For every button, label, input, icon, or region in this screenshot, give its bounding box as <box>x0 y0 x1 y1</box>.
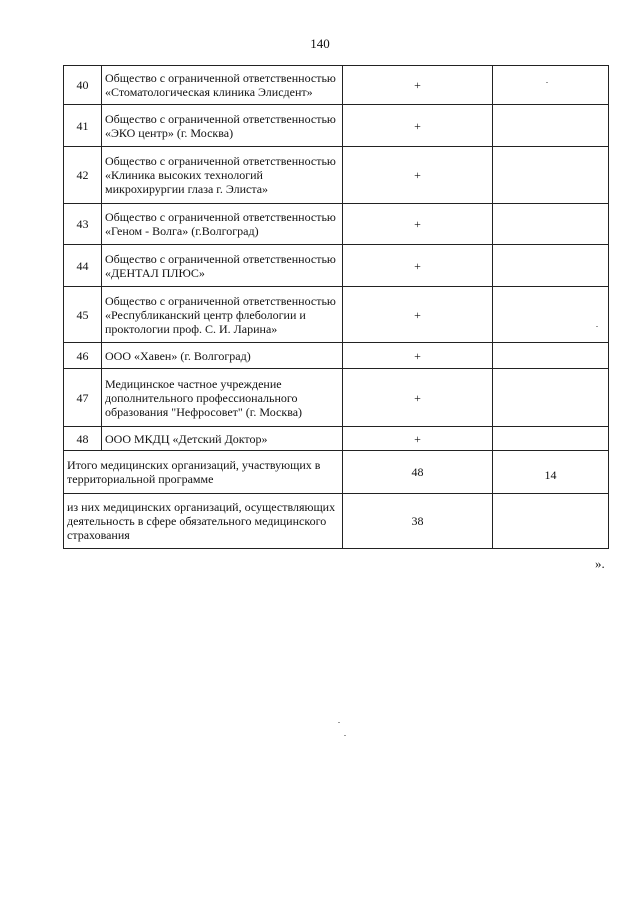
organization-name: Общество с ограниченной ответственностью «Республиканский центр флебологии и проктологии проф. С. И. Ларина» <box>102 287 343 343</box>
table-row <box>64 343 609 369</box>
organization-name: ООО МКДЦ «Детский Доктор» <box>102 427 343 451</box>
table-row <box>64 369 609 427</box>
organization-name: Общество с ограниченной ответственностью «ЭКО центр» (г. Москва) <box>102 105 343 147</box>
total-label: Итого медицинских организаций, участвующих в территориальной программе <box>64 451 343 494</box>
row-number: 40 <box>64 66 102 105</box>
oms-mark <box>493 245 609 287</box>
oms-mark <box>493 287 609 343</box>
row-number: 45 <box>64 287 102 343</box>
oms-mark <box>493 147 609 204</box>
row-number: 48 <box>64 427 102 451</box>
table-row <box>64 427 609 451</box>
oms-mark <box>493 369 609 427</box>
oms-mark <box>493 66 609 105</box>
participation-mark: + <box>343 343 493 369</box>
oms-mark <box>493 204 609 245</box>
oms-mark <box>493 105 609 147</box>
participation-mark: + <box>343 105 493 147</box>
organization-name: Общество с ограниченной ответственностью «Стоматологическая клиника Элисдент» <box>102 66 343 105</box>
participation-mark: + <box>343 369 493 427</box>
table-row <box>64 147 609 204</box>
organization-name: ООО «Хавен» (г. Волгоград) <box>102 343 343 369</box>
table-row <box>64 287 609 343</box>
table-row <box>64 245 609 287</box>
row-number: 42 <box>64 147 102 204</box>
participation-mark: + <box>343 147 493 204</box>
closing-quote: ». <box>595 556 605 571</box>
participation-mark: + <box>343 287 493 343</box>
scan-speck <box>344 735 346 736</box>
oms-mark <box>493 343 609 369</box>
table-row <box>64 204 609 245</box>
oms-label: из них медицинских организаций, осуществляющих деятельность в сфере обязательного медицинского страхования <box>64 494 343 549</box>
row-number: 41 <box>64 105 102 147</box>
organization-name: Общество с ограниченной ответственностью «ДЕНТАЛ ПЛЮС» <box>102 245 343 287</box>
oms-mark <box>493 427 609 451</box>
organization-name: Общество с ограниченной ответственностью «Геном - Волга» (г.Волгоград) <box>102 204 343 245</box>
table-row <box>64 105 609 147</box>
table-row <box>64 66 609 105</box>
participation-mark: + <box>343 427 493 451</box>
total-extra: 14 <box>493 451 609 494</box>
participation-mark: + <box>343 245 493 287</box>
organization-name: Общество с ограниченной ответственностью «Клиника высоких технологий микрохирургии глаза г. Элиста» <box>102 147 343 204</box>
organization-name: Медицинское частное учреждение дополнительного профессионального образования "Нефросовет" (г. Москва) <box>102 369 343 427</box>
total-count: 48 <box>343 451 493 494</box>
row-number: 46 <box>64 343 102 369</box>
total-row <box>64 451 609 494</box>
row-number: 44 <box>64 245 102 287</box>
participation-mark: + <box>343 66 493 105</box>
scan-speck <box>596 326 598 327</box>
oms-count: 38 <box>343 494 493 549</box>
page-number: 140 <box>310 36 330 51</box>
participation-mark: + <box>343 204 493 245</box>
scan-speck <box>546 82 548 83</box>
oms-row <box>64 494 609 549</box>
oms-extra <box>493 494 609 549</box>
row-number: 43 <box>64 204 102 245</box>
organizations-table <box>63 65 609 549</box>
row-number: 47 <box>64 369 102 427</box>
scan-speck <box>338 722 340 723</box>
